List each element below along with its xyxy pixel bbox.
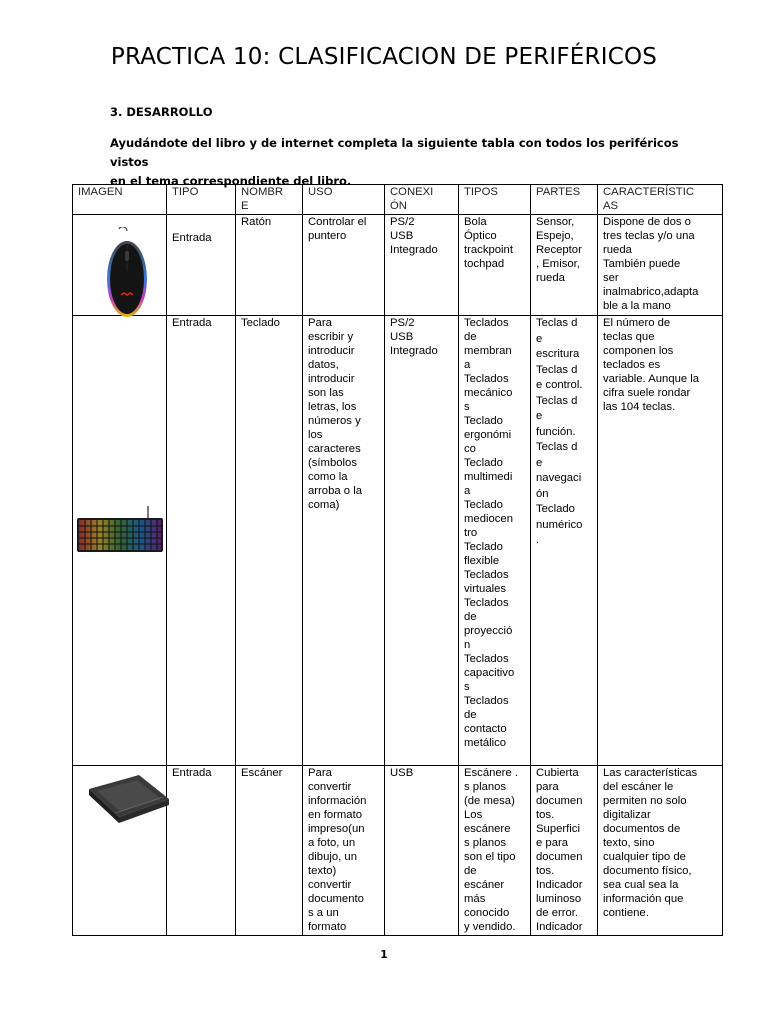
cell-line: conocido [464,907,510,919]
cell-line: El número de [603,317,671,329]
cell-line: Teclas d [536,317,578,329]
cell-line: introducir [308,345,355,357]
cell-line: permiten no solo [603,795,687,807]
nombre-text: Teclado [241,317,280,329]
cell-line: Teclado [464,541,503,553]
cell-line: información que [603,893,684,905]
cell-line: Las características [603,767,698,779]
intro-line: en el tema correspondiente del libro. [110,174,352,188]
cell-line: mediocen [464,513,513,525]
cell-line: tochpad [464,258,505,270]
cell-line: coma) [308,499,340,511]
cell-line: Superfici [536,823,580,835]
header-cell [459,185,531,215]
cell-line: a [464,359,471,371]
cell-line: metálico [464,737,507,749]
cell-line: arroba o la [308,485,363,497]
cell-line: datos, [308,359,339,371]
nombre-cell [236,766,303,936]
tipo-cell [167,316,236,766]
cell-line: proyecció [464,625,513,637]
cell-line: escribir y [308,331,354,343]
tipo-text: Entrada [172,232,212,244]
cell-line: Receptor [536,244,582,256]
header-label: AS [603,200,619,212]
cell-line: Teclados [464,597,509,609]
cell-line: información [308,795,367,807]
cell-line: trackpoint [464,244,513,256]
cell-line: Teclado [464,457,503,469]
cell-line: n [464,639,471,651]
cell-line: PS/2 [390,317,415,329]
cell-line: documen [536,795,583,807]
header-cell [531,185,598,215]
cell-line: dibujo, un [308,851,357,863]
cell-line: capacitivo [464,667,515,679]
cell-line: membran [464,345,512,357]
cell-line: rueda [603,244,632,256]
cell-line: a [464,485,471,497]
cell-line: introducir [308,373,355,385]
cell-line: Teclado [536,503,575,515]
header-cell [303,185,385,215]
cell-line: de [464,709,477,721]
cell-line: Teclado [464,415,503,427]
cell-line: e [536,332,543,345]
cell-line: Espejo, [536,230,574,242]
cell-line: escánere [464,823,511,835]
tipos-cell [459,766,531,936]
cell-line: rueda [536,272,565,284]
mouse-image [93,227,161,319]
cell-line: convertir [308,781,352,793]
cell-line: Teclas d [536,441,578,453]
cell-line: Óptico [464,230,497,242]
tipo-cell [167,766,236,936]
cell-line: impreso(un [308,823,365,835]
caracteristicas-cell [598,316,723,766]
cell-line: ergonómi [464,429,512,441]
header-label: TIPO [172,186,199,198]
cell-line: Teclados [464,695,509,707]
cell-line: Bola [464,216,487,228]
conexion-cell [385,215,459,316]
image-cell [73,316,167,766]
cell-line: Teclados [464,569,509,581]
cell-line: escritura [536,348,580,360]
cell-line: Integrado [390,244,438,256]
header-label: TIPOS [464,186,498,198]
cell-line: los [308,429,323,441]
cell-line: (de mesa) [464,795,515,807]
cell-line: inalmabrico,adapta [603,286,699,298]
partes-cell [531,215,598,316]
cell-line: son las [308,387,344,399]
cell-line: Teclado [464,499,503,511]
scanner-image [85,769,171,827]
cell-line: e [536,456,543,469]
cell-line: También puede [603,258,681,270]
cell-line: Dispone de dos o [603,216,691,228]
cell-line: ser [603,272,619,284]
cell-line: a foto, un [308,837,356,849]
cell-line: flexible [464,555,500,567]
header-cell [236,185,303,215]
cell-line: s planos [464,781,507,793]
cell-line: Controlar el [308,216,367,228]
cell-line: más [464,893,486,905]
cell-line: las 104 teclas. [603,401,676,413]
table-row [73,215,723,316]
page-title: PRACTICA 10: CLASIFICACION DE PERIFÉRICOS [110,44,658,70]
image-cell [73,215,167,316]
cell-line: USB [390,767,414,779]
cell-line: tos. [536,865,555,877]
cell-line: Teclas d [536,363,578,376]
cell-line: documen [536,851,583,863]
tipo-cell [167,215,236,316]
cell-line: texto) [308,865,337,877]
header-label: NOMBR [241,186,284,198]
caracteristicas-cell [598,766,723,936]
cell-line: Cubierta [536,767,579,779]
cell-line: variable. Aunque la [603,373,700,385]
cell-line: USB [390,230,414,242]
table-header-row [73,185,723,215]
nombre-text: Ratón [241,216,272,228]
cell-line: Para [308,317,332,329]
cell-line: como la [308,471,348,483]
cell-line: s [464,681,470,693]
cell-line: en formato [308,809,363,821]
cell-line: teclados es [603,359,661,371]
cell-line: Sensor, [536,216,575,228]
cell-line: ble a la mano [603,300,671,312]
section-heading: 3. DESARROLLO [110,105,213,119]
partes-cell [531,316,598,766]
cell-line: e control. [536,379,583,391]
peripherals-table [72,184,723,936]
header-label: CONEXI [390,186,434,198]
cell-line: documento [308,893,364,905]
cell-line: . [536,534,540,546]
header-cell [598,185,723,215]
tipo-text: Entrada [172,317,212,329]
cell-line: digitalizar [603,809,651,821]
cell-line: y vendido. [464,921,516,933]
cell-line: luminoso [536,893,582,905]
cell-line: son el tipo [464,851,516,863]
cell-line: navegaci [536,472,582,484]
tipo-text: Entrada [172,767,212,779]
cell-line: s [464,401,470,413]
cell-line: Para [308,767,332,779]
keyboard-image [76,506,164,554]
cell-line: Teclados [464,373,509,385]
cell-line: documentos de [603,823,681,835]
cell-line: puntero [308,230,347,242]
cell-line: teclas que [603,331,655,343]
table-row [73,316,723,766]
cell-line: tres teclas y/o una [603,230,695,242]
cell-line: e [536,410,543,422]
cell-line: , Emisor, [536,258,580,270]
header-label: IMAGEN [78,186,123,198]
cell-line: de [464,865,477,877]
cell-line: formato [308,921,347,933]
cell-line: Teclados [464,653,509,665]
cell-line: letras, los [308,401,357,413]
nombre-text: Escáner [241,767,283,779]
cell-line: s planos [464,837,507,849]
cell-line: e para [536,837,569,849]
header-cell [73,185,167,215]
page-number: 1 [380,948,388,961]
tipos-cell [459,316,531,766]
cell-line: cualquier tipo de [603,851,686,863]
header-label: USO [308,186,333,198]
cell-line: números y [308,415,361,427]
cell-line: documento físico, [603,865,692,877]
uso-cell [303,215,385,316]
cell-line: escáner [464,879,505,891]
cell-line: Teclas d [536,394,578,407]
header-label: CARACTERÍSTIC [603,186,695,198]
cell-line: de error. [536,907,579,919]
header-label: E [241,200,249,212]
header-cell [167,185,236,215]
cell-line: tro [464,527,478,539]
partes-cell [531,766,598,936]
tipos-cell [459,215,531,316]
conexion-cell [385,316,459,766]
cell-line: Los [464,809,483,821]
cell-line: Escánere . [464,767,519,779]
cell-line: mecánico [464,387,513,399]
cell-line: función. [536,425,576,438]
uso-cell [303,316,385,766]
cell-line: cifra suele rondar [603,387,691,399]
cell-line: sea cual sea la [603,879,679,891]
nombre-cell [236,316,303,766]
cell-line: virtuales [464,583,507,595]
cell-line: contiene. [603,907,649,919]
header-cell [385,185,459,215]
cell-line: PS/2 [390,216,415,228]
cell-line: co [464,443,476,455]
cell-line: Indicador [536,879,583,891]
cell-line: caracteres [308,443,361,455]
header-label: ÓN [390,200,407,212]
uso-cell [303,766,385,936]
cell-line: (símbolos [308,457,357,469]
cell-line: contacto [464,723,507,735]
image-cell [73,766,167,936]
cell-line: texto, sino [603,837,655,849]
table-row [73,766,723,936]
cell-line: del escáner le [603,781,674,793]
nombre-cell [236,215,303,316]
cell-line: de [464,611,477,623]
cell-line: Teclados [464,317,509,329]
cell-line: de [464,331,477,343]
cell-line: ón [536,487,549,500]
cell-line: convertir [308,879,352,891]
cell-line: tos. [536,809,555,821]
header-label: PARTES [536,186,581,198]
cell-line: Integrado [390,345,438,357]
intro-paragraph [110,134,690,191]
cell-line: USB [390,331,414,343]
cell-line: numérico [536,518,583,531]
conexion-cell [385,766,459,936]
cell-line: multimedi [464,471,513,483]
cell-line: para [536,781,559,793]
cell-line: Indicador [536,921,583,933]
cell-line: componen los [603,345,674,357]
caracteristicas-cell [598,215,723,316]
intro-line: Ayudándote del libro y de internet completa la siguiente tabla con todos los periféricos vistos [110,136,679,169]
cell-line: s a un [308,907,339,919]
